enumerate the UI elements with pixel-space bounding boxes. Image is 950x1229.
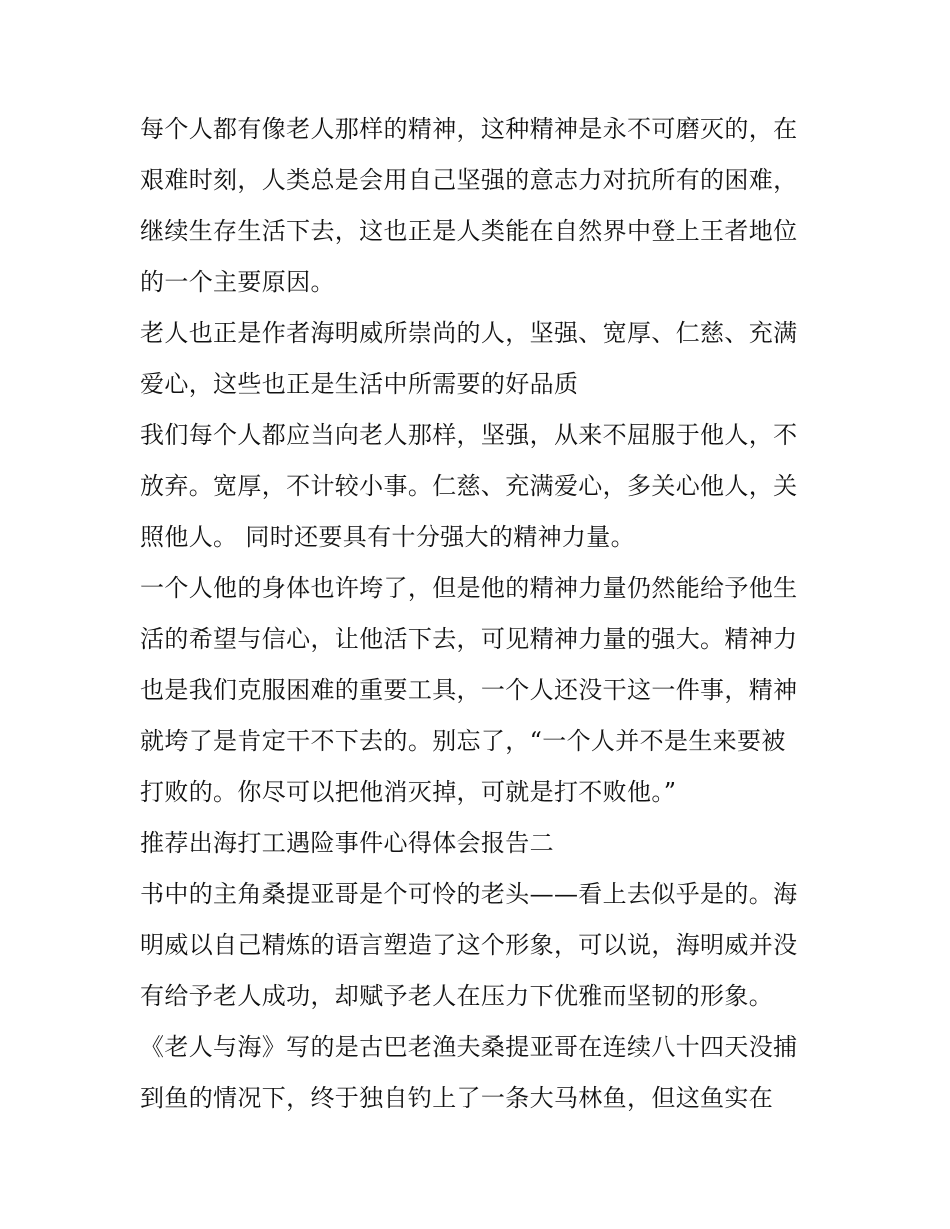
- text-line: 放弃。宽厚，不计较小事。仁慈、充满爱心，多关心他人，关: [140, 472, 798, 500]
- text-line: 我们每个人都应当向老人那样，坚强，从来不屈服于他人，不: [140, 421, 798, 449]
- text-line: 每个人都有像老人那样的精神，这种精神是永不可磨灭的，在: [140, 115, 798, 143]
- text-line: 的一个主要原因。: [140, 268, 335, 296]
- text-line: 明威以自己精炼的语言塑造了这个形象，可以说，海明威并没: [140, 931, 798, 959]
- section-heading: 推荐出海打工遇险事件心得体会报告二: [140, 829, 554, 857]
- text-line: 也是我们克服困难的重要工具，一个人还没干这一件事，精神: [140, 676, 798, 704]
- text-line: 爱心，这些也正是生活中所需要的好品质: [140, 370, 579, 398]
- text-line: 有给予老人成功，却赋予老人在压力下优雅而坚韧的形象。: [140, 982, 774, 1010]
- text-line: 一个人他的身体也许垮了，但是他的精神力量仍然能给予他生: [140, 574, 798, 602]
- text-line: 到鱼的情况下，终于独自钓上了一条大马林鱼，但这鱼实在: [140, 1084, 774, 1112]
- text-line: 艰难时刻，人类总是会用自己坚强的意志力对抗所有的困难，: [140, 166, 798, 194]
- text-line: 打败的。你尽可以把他消灭掉，可就是打不败他。”: [140, 778, 677, 806]
- text-line: 继续生存生活下去，这也正是人类能在自然界中登上王者地位: [140, 217, 798, 245]
- text-line: 活的希望与信心，让他活下去，可见精神力量的强大。精神力: [140, 625, 798, 653]
- text-line: 老人也正是作者海明威所崇尚的人，坚强、宽厚、仁慈、充满: [140, 319, 798, 347]
- document-body: [140, 104, 820, 1124]
- text-line: 《老人与海》写的是古巴老渔夫桑提亚哥在连续八十四天没捕: [140, 1033, 798, 1061]
- text-line: 书中的主角桑提亚哥是个可怜的老头——看上去似乎是的。海: [140, 880, 798, 908]
- text-line: 就垮了是肯定干不下去的。别忘了，“一个人并不是生来要被: [140, 727, 786, 755]
- text-line: 照他人。 同时还要具有十分强大的精神力量。: [140, 523, 635, 551]
